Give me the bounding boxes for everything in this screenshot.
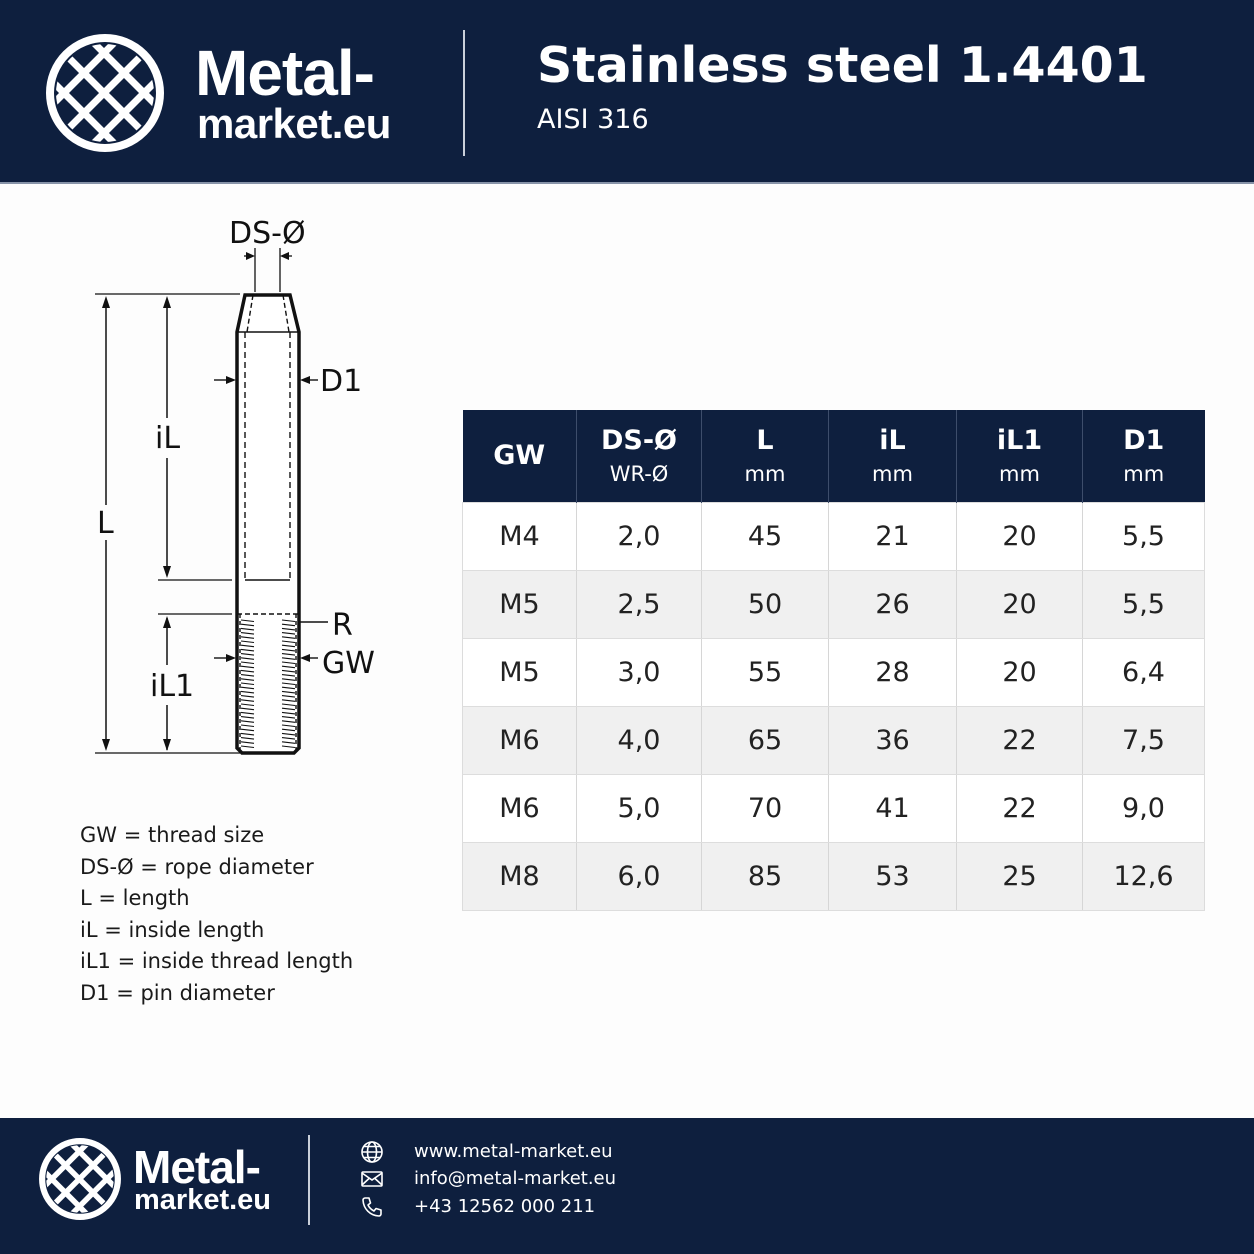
table-cell: 5,5 bbox=[1083, 503, 1205, 571]
table-row bbox=[463, 843, 1205, 911]
col-header-gw: GW bbox=[463, 410, 577, 503]
table-row bbox=[463, 775, 1205, 843]
table-row bbox=[463, 503, 1205, 571]
brand-name-line1: Metal- bbox=[195, 37, 374, 109]
label-il: iL bbox=[155, 421, 181, 456]
footer-brand-line2: market.eu bbox=[134, 1184, 272, 1216]
table-cell: 3,0 bbox=[577, 639, 702, 707]
envelope-icon bbox=[360, 1167, 384, 1191]
table-cell: M5 bbox=[463, 571, 577, 639]
table-cell: 5,0 bbox=[577, 775, 702, 843]
table-cell: 50 bbox=[702, 571, 829, 639]
table-cell: M6 bbox=[463, 707, 577, 775]
table-cell: 25 bbox=[957, 843, 1083, 911]
header-separator bbox=[463, 30, 465, 156]
table-row bbox=[463, 639, 1205, 707]
table-cell: 20 bbox=[957, 571, 1083, 639]
table-cell: 70 bbox=[702, 775, 829, 843]
col-header-il1: iL1 mm bbox=[957, 410, 1083, 503]
label-r: R bbox=[332, 608, 353, 643]
table-cell: 2,0 bbox=[577, 503, 702, 571]
table-cell: 9,0 bbox=[1083, 775, 1205, 843]
brand-name-line2: market.eu bbox=[197, 100, 391, 147]
footer-separator bbox=[308, 1135, 310, 1225]
legend-item: L = length bbox=[80, 886, 190, 911]
phone-icon bbox=[360, 1195, 384, 1219]
table-cell: 20 bbox=[957, 639, 1083, 707]
legend-item: DS-Ø = rope diameter bbox=[80, 854, 314, 879]
legend-item: iL = inside length bbox=[80, 917, 265, 942]
label-d1: D1 bbox=[320, 364, 363, 399]
table-cell: 53 bbox=[829, 843, 957, 911]
table-cell: 22 bbox=[957, 775, 1083, 843]
legend-item: iL1 = inside thread length bbox=[80, 949, 354, 974]
table-cell: 21 bbox=[829, 503, 957, 571]
label-l: L bbox=[97, 506, 114, 541]
table-row bbox=[463, 707, 1205, 775]
label-gw: GW bbox=[322, 646, 375, 681]
table-cell: 5,5 bbox=[1083, 571, 1205, 639]
table-cell: 6,0 bbox=[577, 843, 702, 911]
footer-brand-line1: Metal- bbox=[133, 1141, 260, 1193]
logo-icon bbox=[44, 32, 166, 154]
footer-email-link[interactable]: info@metal-market.eu bbox=[414, 1168, 617, 1189]
table-cell: 6,4 bbox=[1083, 639, 1205, 707]
table-cell: M5 bbox=[463, 639, 577, 707]
footer-website-link[interactable]: www.metal-market.eu bbox=[414, 1141, 613, 1162]
dimension-table bbox=[462, 410, 1205, 911]
table-header-row bbox=[463, 410, 1205, 503]
table-cell: 65 bbox=[702, 707, 829, 775]
legend-item: D1 = pin diameter bbox=[80, 980, 275, 1005]
page-subtitle: AISI 316 bbox=[537, 104, 649, 135]
table-cell: 4,0 bbox=[577, 707, 702, 775]
table-cell: 2,5 bbox=[577, 571, 702, 639]
col-header-ds: DS-Ø WR-Ø bbox=[577, 410, 702, 503]
table-row bbox=[463, 571, 1205, 639]
label-ds: DS-Ø bbox=[229, 216, 306, 251]
label-il1: iL1 bbox=[150, 669, 195, 704]
table-cell: 55 bbox=[702, 639, 829, 707]
table-cell: 41 bbox=[829, 775, 957, 843]
table-cell: M8 bbox=[463, 843, 577, 911]
table-cell: 45 bbox=[702, 503, 829, 571]
table-cell: 26 bbox=[829, 571, 957, 639]
table-cell: M4 bbox=[463, 503, 577, 571]
table-cell: 22 bbox=[957, 707, 1083, 775]
page-title: Stainless steel 1.4401 bbox=[537, 37, 1148, 94]
legend-item: GW = thread size bbox=[80, 823, 265, 847]
globe-icon bbox=[360, 1140, 384, 1164]
legend bbox=[80, 820, 353, 1010]
table-cell: M6 bbox=[463, 775, 577, 843]
footer-phone-link[interactable]: +43 12562 000 211 bbox=[414, 1196, 596, 1217]
table-cell: 12,6 bbox=[1083, 843, 1205, 911]
table-cell: 85 bbox=[702, 843, 829, 911]
footer-logo-icon bbox=[38, 1137, 122, 1221]
col-header-l: L mm bbox=[702, 410, 829, 503]
header-divider bbox=[0, 182, 1254, 184]
table-cell: 28 bbox=[829, 639, 957, 707]
table-cell: 20 bbox=[957, 503, 1083, 571]
table-cell: 7,5 bbox=[1083, 707, 1205, 775]
table-cell: 36 bbox=[829, 707, 957, 775]
col-header-d1: D1 mm bbox=[1083, 410, 1205, 503]
technical-drawing bbox=[0, 200, 440, 780]
col-header-il: iL mm bbox=[829, 410, 957, 503]
